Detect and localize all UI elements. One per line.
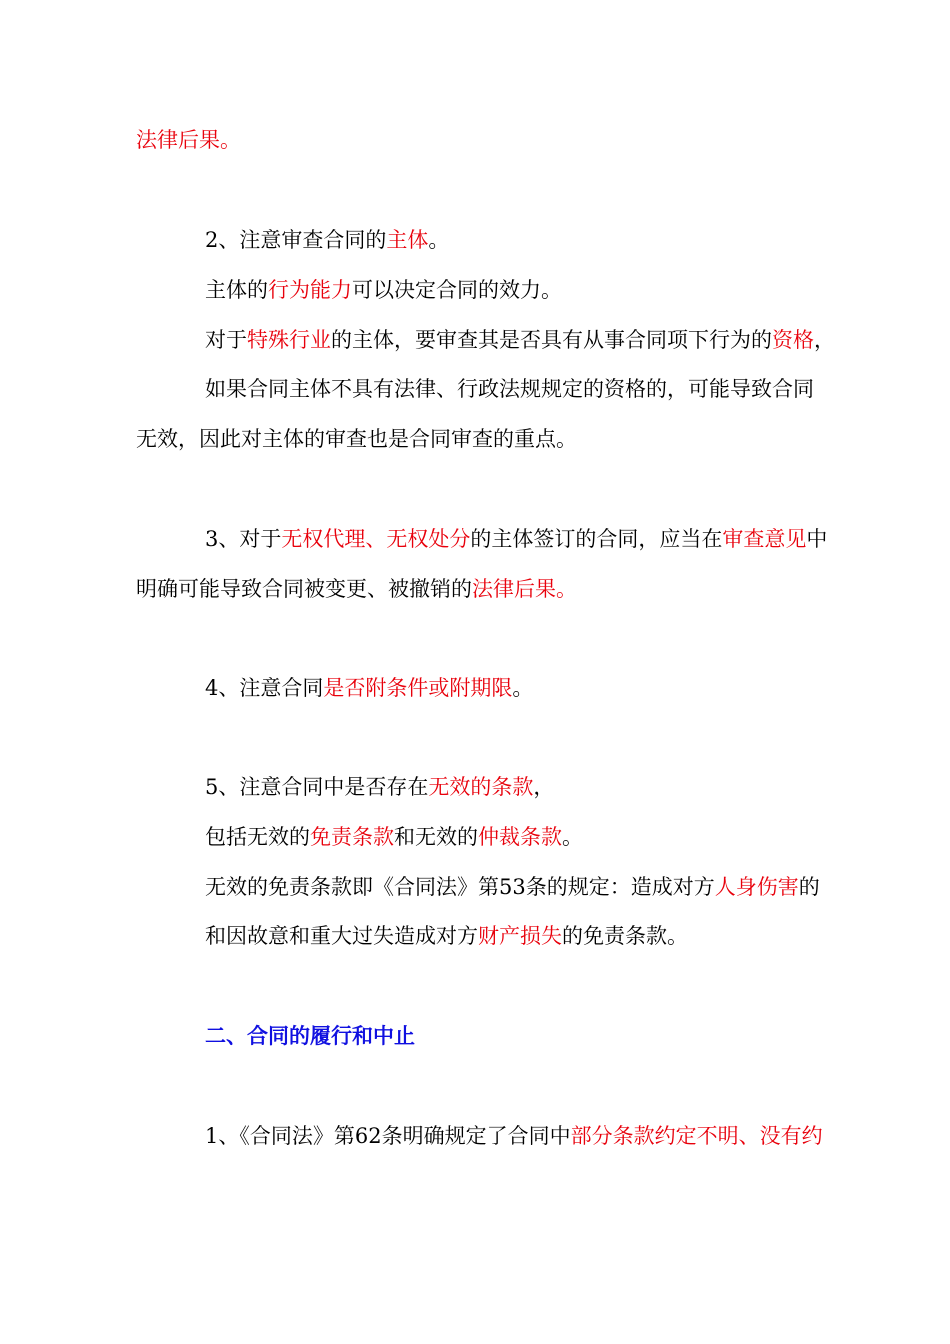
- body-text: 包括无效的: [205, 825, 310, 849]
- text-line: [205, 326, 835, 354]
- highlighted-text: 无权代理、无权处分: [281, 527, 471, 551]
- body-text: 主体的: [205, 278, 268, 302]
- body-text: 无效，因此对主体的审查也是合同审查的重点。: [136, 427, 577, 451]
- text-line: [205, 773, 554, 801]
- text-line: [205, 1122, 823, 1150]
- text-line: [136, 575, 577, 603]
- highlighted-text: 特殊行业: [247, 328, 331, 352]
- highlighted-text: 法律后果。: [472, 577, 577, 601]
- text-line: [205, 525, 827, 553]
- body-text: 和无效的: [394, 825, 478, 849]
- body-text: 的免责条款。: [562, 924, 688, 948]
- body-text: 明确可能导致合同被变更、被撤销的: [136, 577, 472, 601]
- highlighted-text: 审查意见: [722, 527, 807, 551]
- highlighted-text: 部分条款约定不明、没有约: [570, 1124, 823, 1148]
- highlighted-text: 行为能力: [268, 278, 352, 302]
- text-line: [205, 226, 449, 254]
- body-text: 1、《合同法》第62条明确规定了合同中: [205, 1124, 571, 1148]
- section-heading: [205, 1022, 415, 1050]
- text-line: [205, 674, 533, 702]
- body-text: 5、注意合同中是否存在: [205, 775, 429, 799]
- body-text: 的: [798, 875, 820, 899]
- body-text: 如果合同主体不具有法律、行政法规规定的资格的，可能导致合同: [205, 377, 814, 401]
- highlighted-text: 主体: [386, 228, 429, 252]
- body-text: 。: [512, 676, 534, 700]
- text-line: [205, 375, 814, 403]
- text-line: [136, 126, 241, 154]
- body-text: 。: [562, 825, 583, 849]
- highlighted-text: 无效的条款: [428, 775, 534, 799]
- highlighted-text: 财产损失: [478, 924, 562, 948]
- body-text: 对于: [205, 328, 247, 352]
- text-line: [205, 823, 583, 851]
- highlighted-text: 法律后果。: [136, 128, 241, 152]
- body-text: 。: [428, 228, 450, 252]
- text-line: [205, 922, 688, 950]
- text-line: [136, 425, 577, 453]
- body-text: 4、注意合同: [205, 676, 324, 700]
- body-text: 无效的免责条款即《合同法》第53条的规定：造成对方: [205, 875, 715, 899]
- body-text: ，: [814, 328, 835, 352]
- highlighted-text: 免责条款: [310, 825, 394, 849]
- body-text: 和因故意和重大过失造成对方: [205, 924, 478, 948]
- body-text: 的主体签订的合同，应当在: [470, 527, 723, 551]
- text-line: [205, 873, 820, 901]
- highlighted-text: 人身伤害: [714, 875, 799, 899]
- highlighted-text: 是否附条件或附期限: [323, 676, 513, 700]
- body-text: 2、注意审查合同的: [205, 228, 387, 252]
- highlighted-text: 资格: [772, 328, 814, 352]
- body-text: ，: [533, 775, 555, 799]
- body-text: 中: [806, 527, 828, 551]
- body-text: 可以决定合同的效力。: [352, 278, 562, 302]
- text-line: [205, 276, 562, 304]
- highlighted-text: 仲裁条款: [478, 825, 562, 849]
- body-text: 的主体，要审查其是否具有从事合同项下行为的: [331, 328, 772, 352]
- body-text: 3、对于: [205, 527, 282, 551]
- body-text: 二、合同的履行和中止: [205, 1024, 415, 1048]
